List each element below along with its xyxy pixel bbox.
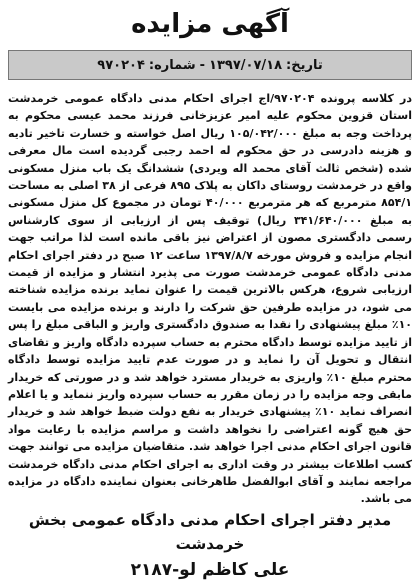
signature-block (8, 502, 412, 580)
signer-name: علی کاظم لو-۲۱۸۷ (130, 560, 290, 580)
number-value: ۹۷۰۲۰۴ (97, 57, 145, 73)
notice-title: آگهی مزایده (131, 9, 289, 39)
separator: - (199, 57, 206, 73)
signer-title: مدیر دفتر اجرای احکام مدنی دادگاه عمومی بخش خرمدشت (28, 511, 392, 553)
date-label: تاریخ: (286, 57, 323, 73)
date-number-bar (8, 50, 412, 80)
notice-body-text: در کلاسه پرونده ۹۷۰۲۰۴/اج اجرای احکام مدنی دادگاه عمومی خرمدشت استان قزوین محکوم علیه امیر عزیزخانی فرزند محمد عیسی محکوم به پرداخت وجه به مبلغ ۱۰۵/۰۴۲/۰۰۰ ریال اصل خواسته و خسارت تاخیر تادیه و هزینه دادرسی در حق محکوم له احمد رجبی گردیده است مال معرفی شده (شخص ثالث آقای محمد اله ویردی) ششدانگ یک باب منزل مسکونی واقع در خرمدشت روستای داکان به پلاک ۸۹۵ فرعی از ۳۸ اصلی به مساحت ۸۵۴/۱ مترمربع که هر مترمربع ۴۰/۰۰۰ تومان در مجموع کل منزل مسکونی به مبلغ ۳۴۱/۶۴۰/۰۰۰ ریال) توقیف پس از ارزیابی از سوی کارشناس رسمی دادگستری مصون از اعتراض نیز باقی مانده است لذا مراتب جهت انجام مزایده و فروش مورخه ۱۳۹۷/۸/۷ ساعت ۱۲ صبح در دفتر اجرای احکام مدنی دادگاه عمومی خرمدشت صورت می پذیرد انتشار و مزایده از قیمت ارزیابی شروع، هرکس بالاترین قیمت را عنوان نماید برنده مزایده شناخته می شود، در مزایده طرفین حق شرکت را دارند و برنده مزایده می بایست ۱۰٪ مبلغ پیشنهادی را نقدا به صندوق دادگستری واریز و الباقی مبلغ را پس از تایید مزایده توسط دادگاه محترم به حساب سپرده دادگاه واریز و تقاضای انتقال و تحویل آن را نماید و در صورت عدم تایید مزایده توسط دادگاه محترم مبلغ ۱۰٪ واریزی به خریدار مسترد خواهد شد و در صورتی که خریدار مابقی وجه مزایده را در زمان مقرر به حساب سپرده واریز ننماید و یا اعلام انصراف نماید ۱۰٪ پیشنهادی خریدار به نفع دولت ضبط خواهد شد و خریدار حق هیچ گونه اعتراضی را نخواهد داشت و مراسم مزایده با رعایت مواد قانون اجرای احکام مدنی اجرا خواهد شد. متقاضیان مزایده می توانند جهت کسب اطلاعات بیشتر در وقت اداری به اجرای احکام مدنی دادگاه خرمدشت مراجعه نمایند و آقای ابوالفضل طاهرخانی بعنوان نماینده دادگاه در مزایده می باشد. (8, 92, 413, 506)
number-label: شماره: (148, 57, 196, 73)
date-value: ۱۳۹۷/۰۷/۱۸ (209, 57, 283, 73)
